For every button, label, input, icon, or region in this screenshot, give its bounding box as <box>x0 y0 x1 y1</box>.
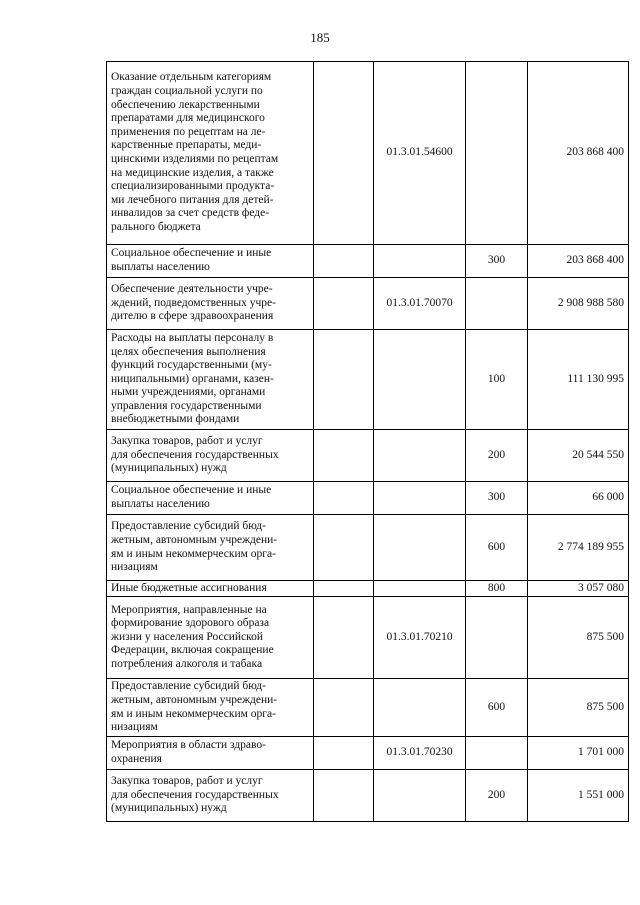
amount: 3 057 080 <box>528 581 629 597</box>
row-name-cell <box>107 245 314 278</box>
blank-cell <box>314 597 374 679</box>
amount: 20 544 550 <box>528 430 629 482</box>
row-name-cell <box>107 482 314 515</box>
blank-cell <box>314 515 374 581</box>
amount: 875 500 <box>528 679 629 737</box>
row-name: Предоставление субсидий бюд- жетным, автономным учреждени- ям и иным некоммерческим орга- низациям <box>111 680 278 734</box>
target-article-code <box>374 482 466 515</box>
table-row <box>107 597 629 679</box>
row-name: Мероприятия, направленные на формирование здорового образа жизни у населения Российской Федерации, включая сокращение потребления алкоголя и табака <box>111 603 274 670</box>
row-name-cell <box>107 737 314 770</box>
page-number: 185 <box>310 30 330 45</box>
expense-type-code: 100 <box>466 330 528 430</box>
amount: 1 701 000 <box>528 737 629 770</box>
target-article-code <box>374 430 466 482</box>
row-name: Социальное обеспечение и иные выплаты населению <box>111 484 272 510</box>
row-name: Закупка товаров, работ и услуг для обеспечения государственных (муниципальных) нужд <box>111 435 279 475</box>
row-name-cell <box>107 430 314 482</box>
budget-table <box>106 61 629 822</box>
expense-type-code: 800 <box>466 581 528 597</box>
row-name: Социальное обеспечение и иные выплаты населению <box>111 247 272 273</box>
blank-cell <box>314 737 374 770</box>
blank-cell <box>314 278 374 330</box>
amount: 2 908 988 580 <box>528 278 629 330</box>
blank-cell <box>314 62 374 245</box>
target-article-code <box>374 679 466 737</box>
amount: 1 551 000 <box>528 770 629 822</box>
amount: 203 868 400 <box>528 62 629 245</box>
target-article-code: 01.3.01.70070 <box>374 278 466 330</box>
expense-type-code <box>466 597 528 679</box>
expense-type-code: 300 <box>466 482 528 515</box>
expense-type-code <box>466 737 528 770</box>
table-row <box>107 62 629 245</box>
blank-cell <box>314 770 374 822</box>
expense-type-code: 600 <box>466 515 528 581</box>
row-name-cell <box>107 679 314 737</box>
expense-type-code: 300 <box>466 245 528 278</box>
row-name: Мероприятия в области здраво- охранения <box>111 739 266 765</box>
row-name: Оказание отдельным категориям граждан социальной услуги по обеспечению лекарственными препаратами для медицинского применения по рецептам на ле- карственные препараты, меди- цинскими изделиями по рецептам на медицинские изделия, а также специализированными продукта- ми лечебного питания для детей- инвалидов за счет средств феде- рального бюджета <box>111 71 279 233</box>
target-article-code <box>374 581 466 597</box>
expense-type-code <box>466 62 528 245</box>
row-name: Иные бюджетные ассигнования <box>111 581 267 594</box>
expense-type-code: 200 <box>466 770 528 822</box>
table-row <box>107 737 629 770</box>
row-name-cell <box>107 62 314 245</box>
expense-type-code <box>466 278 528 330</box>
table-row <box>107 679 629 737</box>
amount: 203 868 400 <box>528 245 629 278</box>
amount: 2 774 189 955 <box>528 515 629 581</box>
blank-cell <box>314 679 374 737</box>
table-row <box>107 482 629 515</box>
row-name: Расходы на выплаты персоналу в целях обеспечения выполнения функций государственными (му- ниципальными) органами, казен- ными учреждениями, органами управления государственными внебюджетными фондами <box>111 331 274 426</box>
amount: 111 130 995 <box>528 330 629 430</box>
table-row <box>107 581 629 597</box>
blank-cell <box>314 245 374 278</box>
blank-cell <box>314 330 374 430</box>
table-row <box>107 330 629 430</box>
expense-type-code: 200 <box>466 430 528 482</box>
row-name-cell <box>107 597 314 679</box>
row-name-cell <box>107 770 314 822</box>
table-row <box>107 278 629 330</box>
table-row <box>107 245 629 278</box>
amount: 875 500 <box>528 597 629 679</box>
table-row <box>107 770 629 822</box>
blank-cell <box>314 581 374 597</box>
table-row <box>107 515 629 581</box>
row-name: Предоставление субсидий бюд- жетным, автономным учреждени- ям и иным некоммерческим орга- низациям <box>111 520 278 574</box>
row-name-cell <box>107 581 314 597</box>
row-name-cell <box>107 515 314 581</box>
expense-type-code: 600 <box>466 679 528 737</box>
row-name: Закупка товаров, работ и услуг для обеспечения государственных (муниципальных) нужд <box>111 775 279 815</box>
blank-cell <box>314 430 374 482</box>
target-article-code: 01.3.01.54600 <box>374 62 466 245</box>
row-name-cell <box>107 330 314 430</box>
row-name: Обеспечение деятельности учре- ждений, подведомственных учре- дителю в сфере здравоохранения <box>111 283 276 323</box>
row-name-cell <box>107 278 314 330</box>
target-article-code <box>374 515 466 581</box>
amount: 66 000 <box>528 482 629 515</box>
table-row <box>107 430 629 482</box>
target-article-code <box>374 330 466 430</box>
target-article-code <box>374 245 466 278</box>
target-article-code: 01.3.01.70230 <box>374 737 466 770</box>
target-article-code: 01.3.01.70210 <box>374 597 466 679</box>
target-article-code <box>374 770 466 822</box>
blank-cell <box>314 482 374 515</box>
